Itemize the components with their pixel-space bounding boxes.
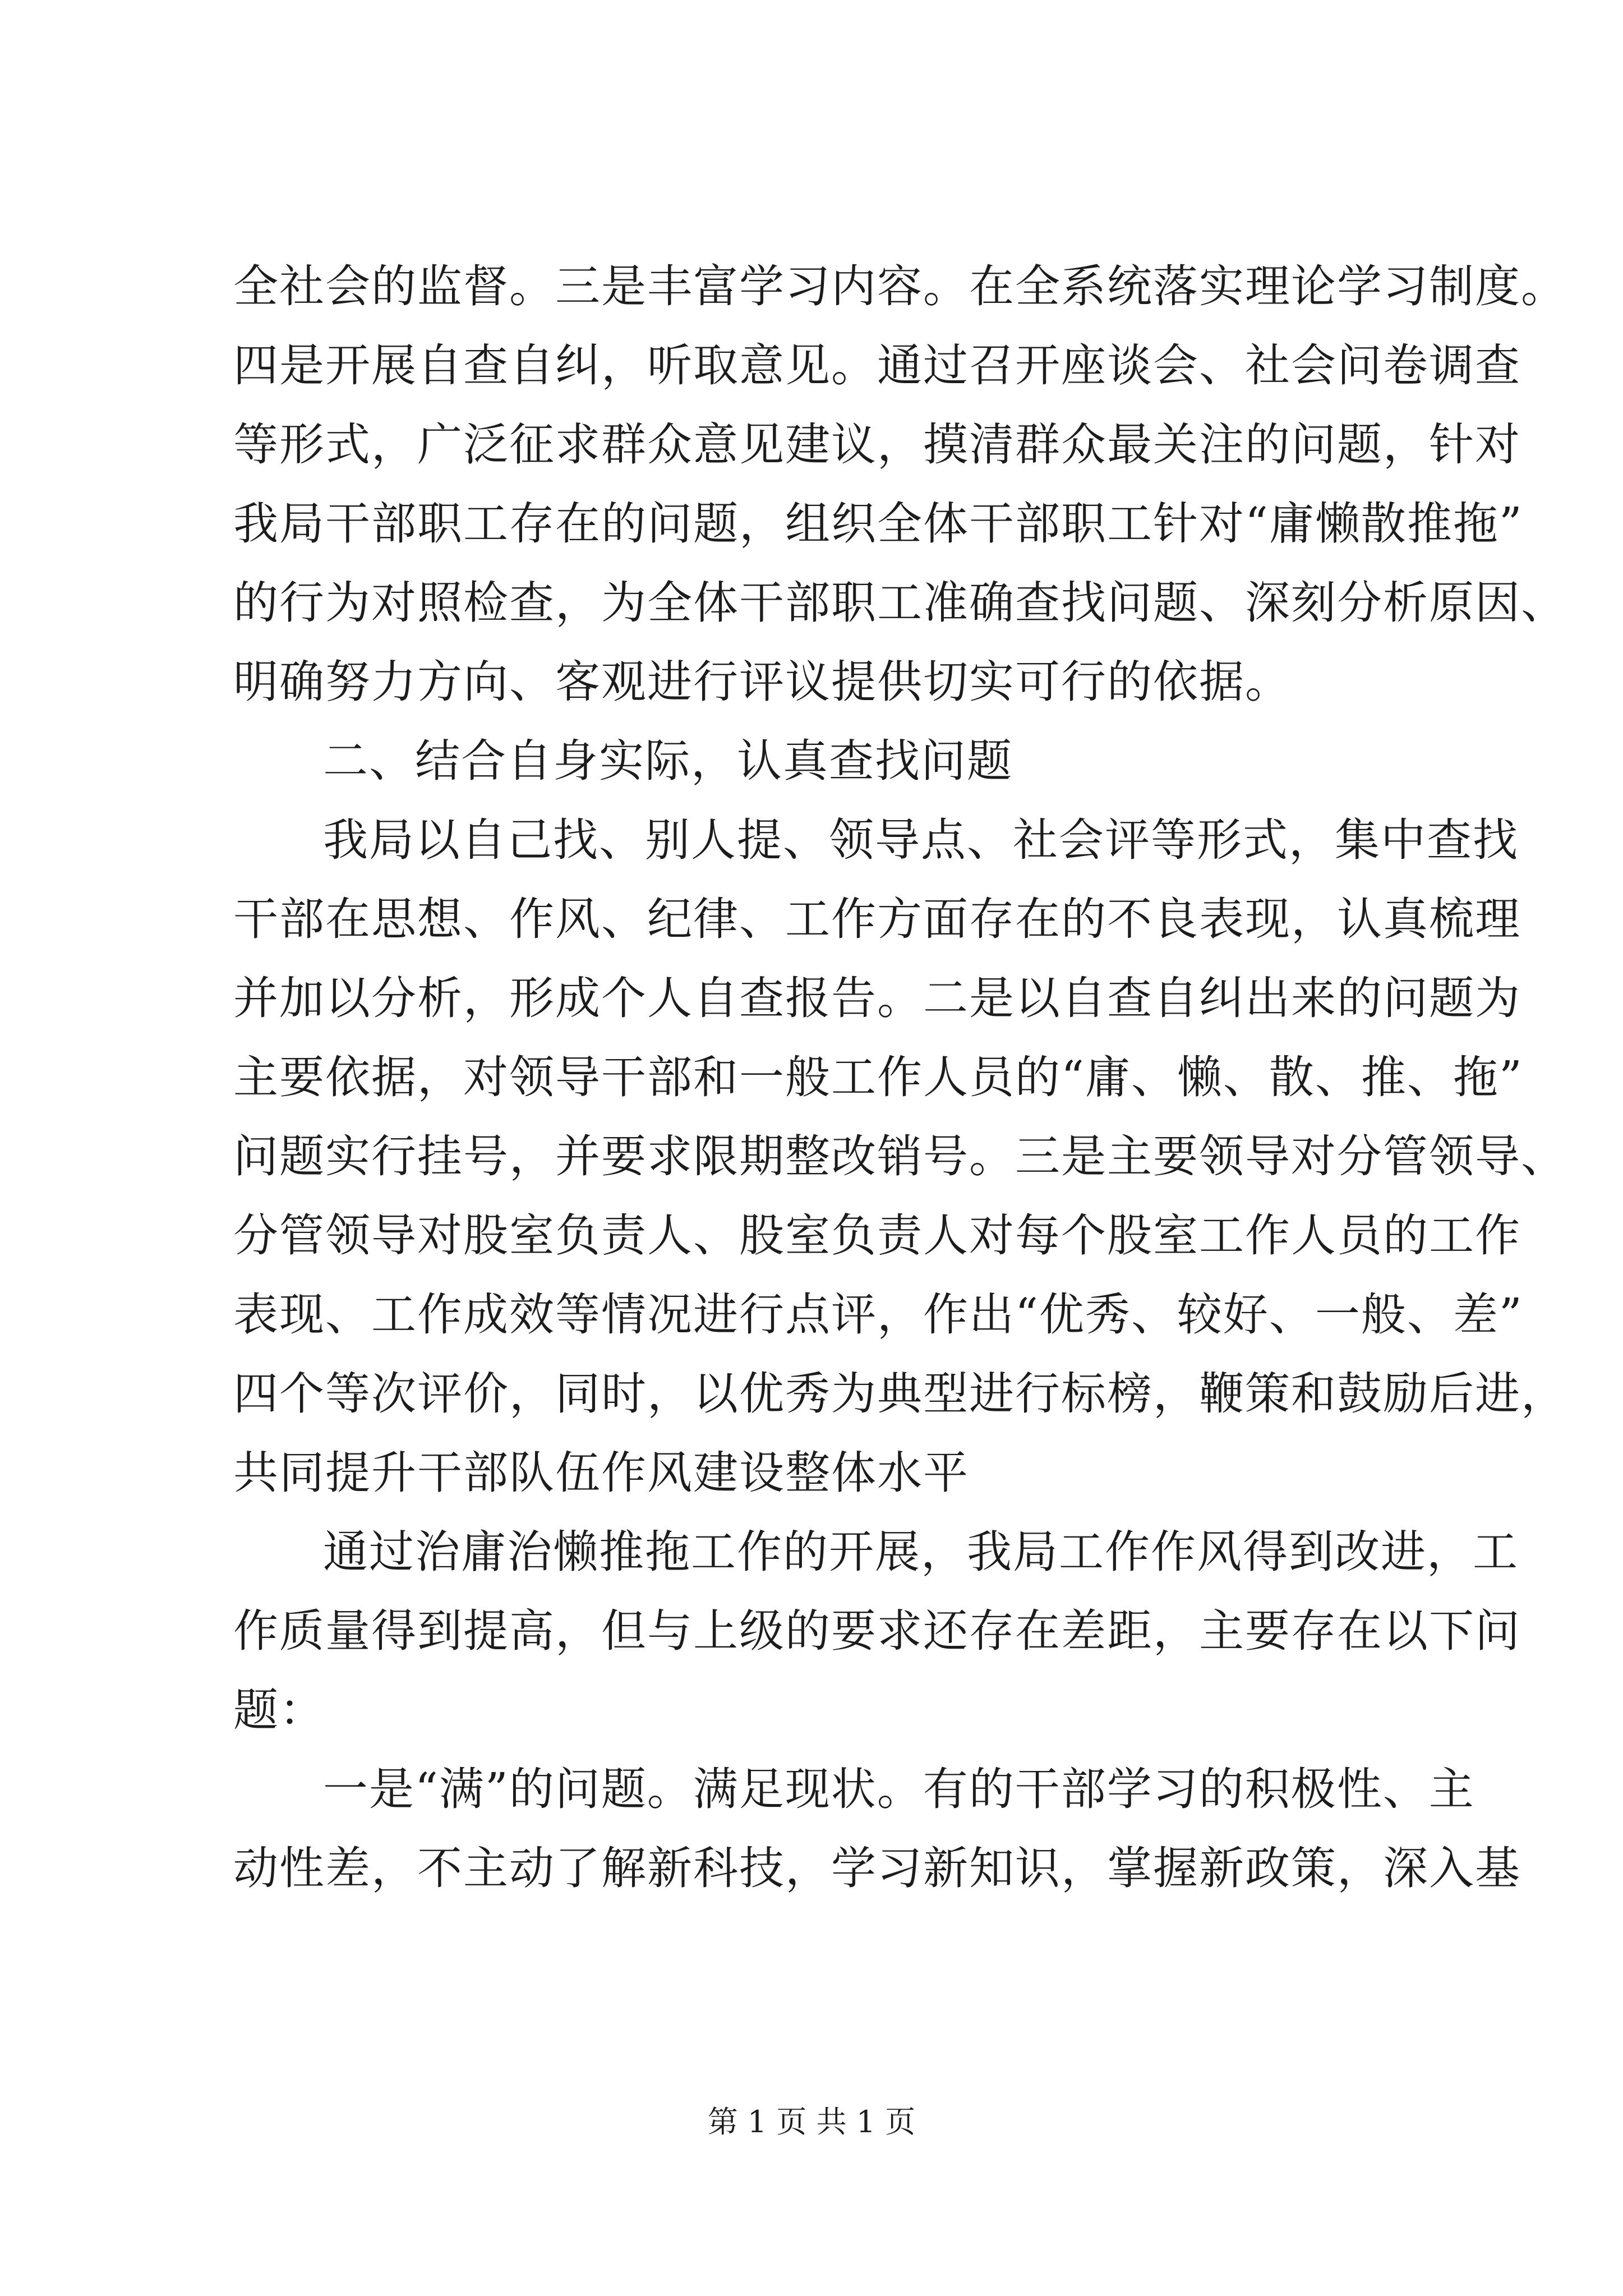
text-line: 主要依据，对领导干部和一般工作人员的“庸、懒、散、推、拖” xyxy=(233,1051,1523,1103)
text-line: 等形式，广泛征求群众意见建议，摸清群众最关注的问题，针对 xyxy=(233,418,1521,471)
text-line: 的行为对照检查，为全体干部职工准确查找问题、深刻分析原因、 xyxy=(233,577,1567,629)
text-line: 问题实行挂号，并要求限期整改销号。三是主要领导对分管领导、 xyxy=(233,1130,1567,1182)
text-line: 共同提升干部队伍作风建设整体水平 xyxy=(233,1447,969,1499)
text-line: 明确努力方向、客观进行评议提供切实可行的依据。 xyxy=(233,656,1291,708)
text-line: 一是“满”的问题。满足现状。有的干部学习的积极性、主 xyxy=(323,1763,1475,1815)
text-line: 作质量得到提高，但与上级的要求还存在差距，主要存在以下问 xyxy=(233,1605,1521,1657)
text-line: 干部在思想、作风、纪律、工作方面存在的不良表现，认真梳理 xyxy=(233,893,1521,945)
text-line: 并加以分析，形成个人自查报告。二是以自查自纠出来的问题为 xyxy=(233,972,1521,1024)
text-line: 全社会的监督。三是丰富学习内容。在全系统落实理论学习制度。 xyxy=(233,260,1567,312)
body-text xyxy=(233,247,1567,1908)
section-heading: 二、结合自身实际，认真查找问题 xyxy=(323,735,1013,787)
text-line: 我局以自己找、别人提、领导点、社会评等形式，集中查找 xyxy=(323,814,1519,866)
text-line: 通过治庸治懒推拖工作的开展，我局工作作风得到改进，工 xyxy=(323,1526,1519,1578)
text-line: 题： xyxy=(233,1684,325,1736)
text-line: 我局干部职工存在的问题，组织全体干部职工针对“庸懒散推拖” xyxy=(233,498,1523,550)
text-line: 四个等次评价，同时，以优秀为典型进行标榜，鞭策和鼓励后进， xyxy=(233,1368,1567,1420)
text-line: 分管领导对股室负责人、股室负责人对每个股室工作人员的工作 xyxy=(233,1209,1521,1262)
page-footer: 第 1 页 共 1 页 xyxy=(707,2104,916,2139)
text-line: 表现、工作成效等情况进行点评，作出“优秀、较好、一般、差” xyxy=(233,1289,1523,1341)
text-line: 四是开展自查自纠，听取意见。通过召开座谈会、社会问卷调查 xyxy=(233,339,1521,392)
text-line: 动性差，不主动了解新科技，学习新知识，掌握新政策，深入基 xyxy=(233,1842,1521,1894)
